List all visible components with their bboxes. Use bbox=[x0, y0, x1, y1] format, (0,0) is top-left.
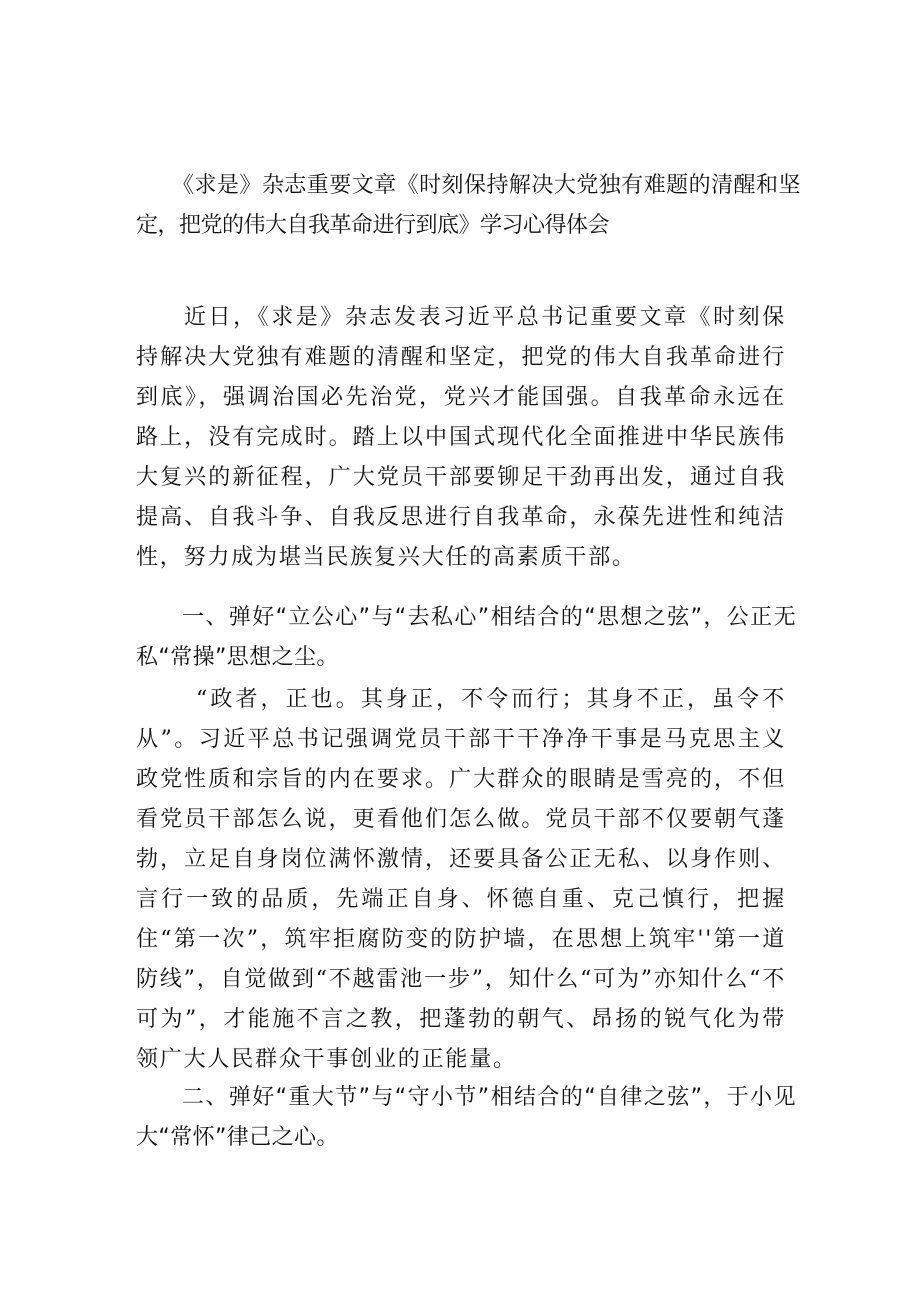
intro-paragraph: 近日，《求是》杂志发表习近平总书记重要文章《时刻保持解决大党独有难题的清醒和坚定，把党的伟大自我革命进行到底》，强调治国必先治党，党兴才能国强。自我革命永远在路上，没有完成时。踏上以中国式现代化全面推进中华民族伟大复兴的新征程，广大党员干部要铆足干劲再出发，通过自我提高、自我斗争、自我反思进行自我革命，永葆先进性和纯洁性，努力成为堪当民族复兴大任的高素质干部。 bbox=[136, 305, 786, 570]
section-heading-1: 一、弹好“立公心”与“去私心”相结合的“思想之弦”，公正无私“常操”思想之尘。 bbox=[136, 605, 796, 670]
document-title: 《求是》杂志重要文章《时刻保持解决大党独有难题的清醒和坚定，把党的伟大自我革命进行到底》学习心得体会 bbox=[136, 173, 800, 238]
section-1-paragraph: “政者，正也。其身正，不令而行；其身不正，虽令不从”。习近平总书记强调党员干部干干净净干事是马克思主义政党性质和宗旨的内在要求。广大群众的眼睛是雪亮的，不但看党员干部怎么说，更看他们怎么做。党员干部不仅要朝气蓬勃，立足自身岗位满怀激情，还要具备公正无私、以身作则、言行一致的品质，先端正自身、怀德自重、克己慎行，把握住“第一次”，筑牢拒腐防变的防护墙，在思想上筑牢''第一道防线”，自觉做到“不越雷池一步”，知什么“可为”亦知什么“不可为”，才能施不言之教，把蓬勃的朝气、昂扬的锐气化为带领广大人民群众干事创业的正能量。 bbox=[136, 687, 786, 1072]
section-heading-2: 二、弹好“重大节”与“守小节”相结合的“自律之弦”，于小见大“常怀”律己之心。 bbox=[136, 1085, 796, 1150]
